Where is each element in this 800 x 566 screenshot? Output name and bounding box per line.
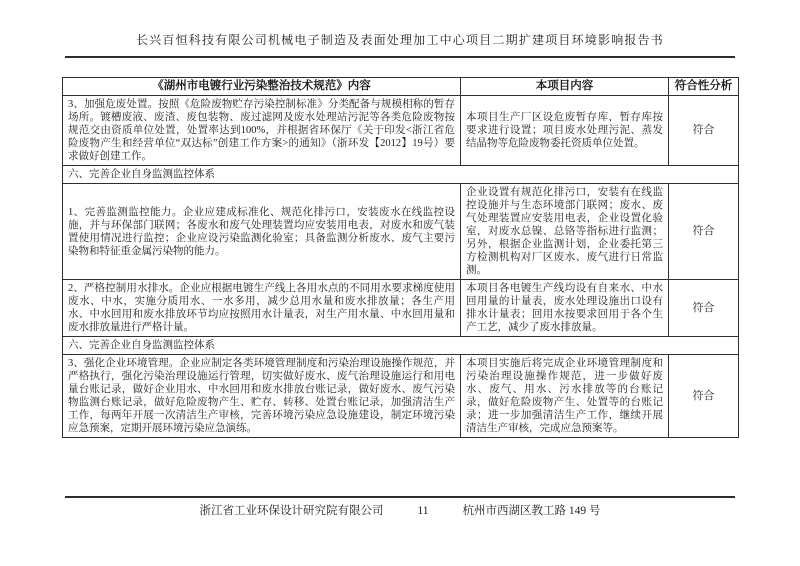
project-cell: 企业设置有规范化排污口，安装有在线监控设施并与生态环境部门联网；废水、废气处理装置应安装用电表，企业设置化验室，对废水总镍、总铬等指标进行监测；另外，根据企业监测计划，企业委托第三方检测机构对厂区废水、废气进行日常监测。 <box>461 184 669 280</box>
table-header-project: 本项目内容 <box>461 78 669 96</box>
table-row <box>63 184 739 280</box>
project-cell: 本项目各电镀生产线均设有自来水、中水回用量的计量表，废水处理设施出口设有排水计量表；回用水按要求回用于各个生产工艺，减少了废水排放量。 <box>461 280 669 337</box>
compliance-table <box>62 77 739 438</box>
spec-cell: 3、加强危废处置。按照《危险废物贮存污染控制标准》分类配备与规模相称的暂存场所。镀槽废液、废渣、废包装物、废过滤网及废水处理站污泥等各类危险废物按规范交由资质单位处置，处置率达到100%，并根据省环保厅《关于印发<浙江省危险废物产生和经营单位“双达标”创建工作方案>的通知》（浙环发【2012】19号）要求做好创建工作。 <box>63 96 461 166</box>
section-row <box>63 166 739 184</box>
compliance-cell: 符合 <box>669 355 739 438</box>
page-footer <box>0 502 800 518</box>
section-title: 六、完善企业自身监测监控体系 <box>63 166 739 184</box>
compliance-cell: 符合 <box>669 280 739 337</box>
footer-address: 杭州市西湖区教工路 149 号 <box>462 505 601 517</box>
spec-cell: 1、完善监测监控能力。企业应建成标准化、规范化排污口，安装废水在线监控设施，并与环保部门联网；各废水和废气处理装置均应安装用电表，对废水和废气装置使用情况进行监控；企业应设污染监测化验室；具备监测分析废水、废气主要污染物和特征重金属污染物的能力。 <box>63 184 461 280</box>
spec-cell: 3、强化企业环境管理。企业应制定各类环境管理制度和污染治理设施操作规范，并严格执行，强化污染治理设施运行管理，切实做好废水、废气治理设施运行和用电量台账记录，做好企业用水、中水回用和废水排放台账记录，做好废水、废气污染物监测台账记录，做好危险废物产生、贮存、转移、处置台账记录，加强清洁生产工作，每两年开展一次清洁生产审核，完善环境污染应急设施建设，制定环境污染应急预案，定期开展环境污染应急演练。 <box>63 355 461 438</box>
footer-rule <box>65 496 735 498</box>
section-title: 六、完善企业自身监测监控体系 <box>63 337 739 355</box>
project-cell: 本项目实施后将完成企业环境管理制度和污染治理设施操作规范，进一步做好废水、废气、用水、污水排放等的台账记录，做好危险废物产生、处置等的台账记录；进一步加强清洁生产工作，继续开展清洁生产审核，完成应急预案等。 <box>461 355 669 438</box>
table-row <box>63 355 739 438</box>
table-header-row <box>63 78 739 96</box>
table-header-spec: 《湖州市电镀行业污染整治技术规范》内容 <box>63 78 461 96</box>
header-rule <box>65 56 735 58</box>
spec-cell: 2、严格控制用水排水。企业应根据电镀生产线上各用水点的不同用水要求梯度使用废水、中水，实施分质用水、一水多用，减少总用水量和废水排放量；各生产用水、中水回用和废水排放环节均应按照用水计量表，对生产用水量、中水回用量和废水排放量进行严格计量。 <box>63 280 461 337</box>
project-cell: 本项目生产厂区设危废暂存库，暂存库按要求进行设置；项目废水处理污泥、蒸发结晶物等危险废物委托资质单位处置。 <box>461 96 669 166</box>
table-row <box>63 280 739 337</box>
table-header-compliance: 符合性分析 <box>669 78 739 96</box>
compliance-cell: 符合 <box>669 96 739 166</box>
page-header-title: 长兴百恒科技有限公司机械电子制造及表面处理加工中心项目二期扩建项目环境影响报告书 <box>135 33 664 47</box>
table-row <box>63 96 739 166</box>
compliance-cell: 符合 <box>669 184 739 280</box>
section-row <box>63 337 739 355</box>
footer-company: 浙江省工业环保设计研究院有限公司 <box>199 505 384 517</box>
footer-page-number: 11 <box>417 505 429 517</box>
